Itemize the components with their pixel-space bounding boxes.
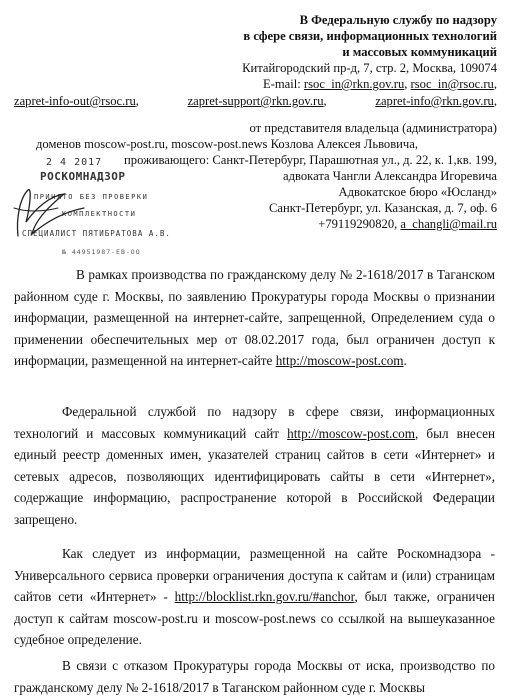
- sender-line-6: Санкт-Петербург, ул. Казанская, д. 7, оф. 6: [268, 201, 497, 215]
- paragraph-3-link[interactable]: http://blocklist.rkn.gov.ru/#anchor: [174, 589, 355, 605]
- paragraph-3: [14, 543, 495, 651]
- email-link-5[interactable]: zapret-info@rkn.gov.ru: [375, 94, 494, 108]
- email-sep: ,: [493, 94, 497, 108]
- sender-phone: +79119290820,: [318, 217, 401, 231]
- paragraph-1-text: В рамках производства по гражданскому делу № 2-1618/2017 в Таганском районном суде г. Москвы, по заявлению Прокуратуры города Москвы о признании информации, размещенной на интернет-сайте, запрещенной, Определением суда о применении обеспечительных мер от 08.02.2017 года, был ограничен доступ к информации, размещенной на интернет-сайте: [14, 267, 495, 369]
- email-label: E-mail:: [263, 77, 304, 91]
- sender-line-1: от представителя владельца (администратора): [249, 121, 497, 135]
- recipient-email-row: [14, 93, 497, 109]
- paragraph-3-end: , был также, ограничен доступ к сайтам moscow-post.ru и moscow-post.news со ссылкой на вышеуказанное судебное определение.: [14, 589, 495, 648]
- email-item: [14, 93, 139, 109]
- stamp-org: РОСКОМНАДЗОР: [40, 170, 126, 183]
- recipient-line-1: В Федеральную службу по надзору: [299, 13, 497, 27]
- stamp-date: 2 4 2017: [46, 157, 103, 168]
- paragraph-2-end: , был внесен единый реестр доменных имен, указателей страниц сайтов в сети «Интернет» и сетевых адресов, позволяющих идентифицировать сайты в сети «Интернет», содержащие информацию, распространение которой в Российской Федерации запрещено.: [14, 425, 495, 527]
- email-sep: ,: [135, 94, 139, 108]
- email-tail: ,: [493, 77, 497, 91]
- stamp-accepted: ПРИНЯТО БЕЗ ПРОВЕРКИ: [34, 193, 149, 201]
- recipient-email-line: [263, 76, 497, 92]
- paragraph-4-text: В связи с отказом Прокуратуры города Москвы от иска, производство по гражданскому делу № 2-1618/2017 в Таганском районном суде г. Москвы: [14, 658, 495, 695]
- stamp-number: № 44951987-ЕВ-ОО: [62, 248, 141, 256]
- sender-contact-line: [318, 216, 497, 232]
- email-link-4[interactable]: zapret-support@rkn.gov.ru: [187, 94, 324, 108]
- recipient-line-2: в сфере связи, информационных технологий: [243, 29, 497, 43]
- paragraph-3-text: Как следует из информации, размещенной на сайте Роскомнадзора - Универсального сервиса проверки ограничения доступа к сайтам и (или) страницам сайтов сети «Интернет» -: [14, 546, 495, 605]
- stamp-specialist: СПЕЦИАЛИСТ ПЯТИБРАТОВА А.В.: [22, 229, 171, 238]
- paragraph-2-link[interactable]: http://moscow-post.com: [287, 425, 415, 441]
- email-link-3[interactable]: zapret-info-out@rsoc.ru: [14, 94, 136, 108]
- paragraph-1-end: .: [403, 353, 407, 369]
- email-link-2[interactable]: rsoc_in@rsoc.ru: [410, 77, 494, 91]
- recipient-address: Китайгородский пр-д, 7, стр. 2, Москва, 109074: [242, 61, 497, 75]
- recipient-line-3: и массовых коммуникаций: [342, 45, 497, 59]
- paragraph-4: [14, 655, 495, 698]
- sender-email-link[interactable]: a_changli@mail.ru: [400, 217, 497, 231]
- email-item: [375, 93, 497, 109]
- email-item: [188, 93, 327, 109]
- paragraph-2: [14, 401, 495, 531]
- email-link-1[interactable]: rsoc_in@rkn.gov.ru: [303, 77, 405, 91]
- handwritten-signature: [6, 178, 96, 248]
- sender-line-2: доменов moscow-post.ru, moscow-post.news Козлова Алексея Львовича,: [36, 137, 418, 151]
- sender-line-3: проживающего: Санкт-Петербург, Парашютная ул., д. 22, к. 1,кв. 199,: [124, 153, 497, 167]
- paragraph-1-link[interactable]: http://moscow-post.com: [275, 353, 404, 369]
- email-separator: ,: [404, 77, 411, 91]
- sender-line-5: Адвокатское бюро «Юсланд»: [338, 185, 497, 199]
- paragraph-1: [14, 264, 495, 372]
- paragraph-2-text: Федеральной службой по надзору в сфере связи, информационных технологий и массовых коммуникаций сайт: [14, 404, 495, 441]
- stamp-quality: КОМПЛЕКТНОСТИ: [62, 210, 137, 218]
- email-sep: ,: [323, 94, 327, 108]
- sender-line-4: адвоката Чангли Александра Игоревича: [283, 169, 497, 183]
